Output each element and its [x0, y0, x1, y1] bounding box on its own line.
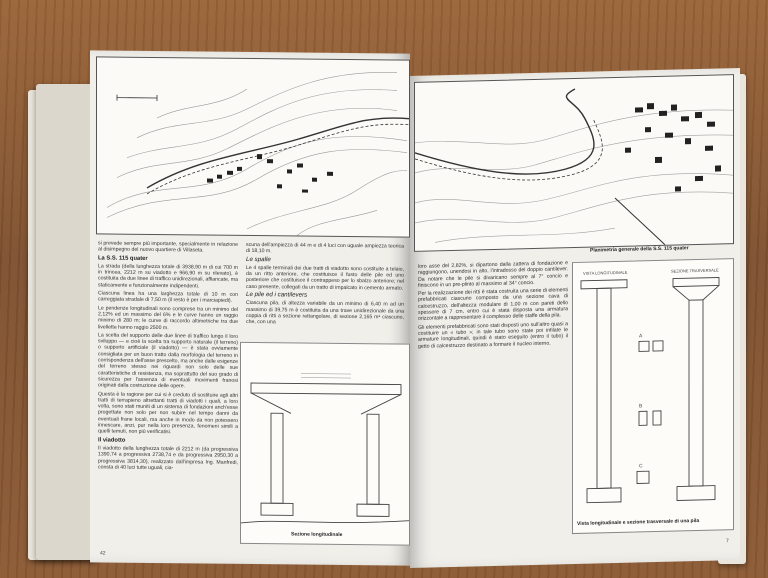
right-page: [410, 68, 740, 568]
label-longitudinal: VISTA LONGITUDINALE: [583, 269, 628, 276]
left-page-stack-inner: [36, 84, 96, 560]
section-heading-viadotto: Il viadotto: [98, 437, 126, 444]
intro-paragraph: si prevede sempre più importante, specialmente in relazione al disimpegno del nuovo quartiere di Villaseta.: [98, 240, 238, 254]
label-b: B: [639, 403, 643, 410]
left-page: [90, 50, 410, 565]
section-heading-spalle: Le spalle: [246, 255, 271, 263]
bridge-section-svg: [241, 343, 409, 545]
site-map-left: [96, 56, 410, 237]
paragraph: Il viadotto della lunghezza totale di 2212 m (da progressiva 1390,74 a progressiva 2738,74 e da progressiva 2950,30 a progressiva 3814,30), realizzato dall'impresa Ing. Manfredi, consta di 40 luci tutte uguali, cia-: [98, 445, 238, 471]
longitudinal-section-caption: Sezione longitudinale: [291, 531, 343, 538]
right-text-column-1: [418, 260, 568, 434]
page-number-right: 7: [726, 538, 729, 545]
pier-drawing: [572, 258, 734, 534]
contour-map-left: [97, 57, 409, 236]
paragraph: Ciascuna linea ha una larghezza totale di 10 m con carreggiata stradale di 7,50 m (il resto è per i marciapiedi).: [98, 290, 238, 305]
paragraph: La scelta del supporto delle due linee di traffico lungo il loro sviluppo — e cioè la scelta tra supporto naturale (il terreno) o supporto artificiale (il viadotto) — è stata ovviamente consigliata per un buon tratto dalla morfologia del terreno in corrispondenza dell'asse prescelto, ma anche dalle esigenze del terreno stesso nei riguardi non solo delle sue caratteristiche di resistenza, ma soprattutto del suo grado di sicurezza per l'assenza di eventuali movimenti franosi originati dalla costruzione delle opere.: [98, 332, 238, 390]
label-transversal: SEZIONE TRASVERSALE: [671, 267, 719, 274]
label-c: C: [639, 463, 643, 470]
longitudinal-section-drawing: [240, 342, 410, 546]
left-text-column-2: [246, 242, 404, 338]
page-number-left: 42: [100, 550, 106, 557]
left-text-column-1: [98, 240, 238, 559]
label-a: A: [639, 333, 643, 340]
paragraph: Le 4 spalle terminali dei due tratti di viadotto sono costituite a telaio, da un ritto anteriore, che costituisce il fusto delle pile ed uno posteriore che costituisce il contrappeso per lo sbalzo anteriore; nel caso presente, collegati da un tratto di impalcato in cemento armato.: [246, 264, 404, 292]
paragraph: Questa è la ragione per cui si è creduto di sostituire agli altri tratti di terrapieno altrettanti tratti di viadotti i quali, a loro volta, sono stati muniti di un sistema di fondazioni anch'esse progettate non solo per non subire nel tempo danni da eventuali frane locali, ma anche in modo da non potessero innescare, anzi, pur nella loro presenza, fenomeni simili a quelli temuti, non più verificatisi.: [98, 390, 238, 436]
pier-drawing-svg: [573, 259, 733, 533]
paragraph: Le pendenze longitudinali sono comprese tra un minimo del 2,12% ed un massimo del 6% e le curve hanno un raggio minimo di 280 m; le curve di raccordo altimetriche tra due livellette hanno raggio 2500 m.: [98, 305, 238, 331]
paragraph: Gli elementi prefabbricati sono stati disposti uno sull'altro quasi a costituire un « tubo »; in tale tubo sono state poi infilate le armature longitudinali, quindi è stato eseguito (entro il tubo) il getto di calcestruzzo destinato a formare il nucleo interno.: [418, 320, 568, 350]
paragraph: loro asse del 2,82%, si dipartono dalla zattera di fondazione e raggiungono, unendosi in alto, l'intradosso del doppio cantilever. Da notare che le pile si divaricano sempre al 7° concio e finiscono in un pre-plinto al massimo al 34° concio.: [418, 260, 568, 289]
open-book: [28, 40, 748, 570]
pier-drawing-caption: Vista longitudinale e sezione trasversale di una pila: [577, 517, 700, 527]
section-heading-ss115: La S.S. 115 quater: [98, 255, 148, 262]
contour-map-right: [415, 75, 733, 254]
site-map-right: [414, 74, 734, 252]
paragraph: La strada (della lunghezza totale di 3938,90 m di cui 700 m in trincea, 2212 m su viadotto e 966,90 m su rilevato), è costituita da due linee di traffico unidirezionali, affiancate, ma staticamente e funzionalmente indipendenti.: [98, 263, 238, 290]
section-heading-pile: Le pile ed i cantilevers: [246, 291, 308, 299]
paragraph: scuna dell'ampiezza di 44 m e di 4 luci con uguale ampiezza teorica di 18,10 m.: [246, 241, 404, 255]
paragraph: Ciascuna pila, di altezza variabile da un minimo di 6,40 m ad un massimo di 39,75 m è costituita da una trave unidirezionale da una coppia di ritti a sezione rettangolare, di sezione 2,165 m² ciascuno, che, con una: [246, 300, 404, 326]
site-map-caption: Planimetria generale della S.S. 115 quater: [590, 245, 689, 254]
paragraph: Per la realizzazione dei ritti è stata costruita una serie di elementi prefabbricati ciascuno composto da una sezione cava di calcestruzzo, dell'altezza modulare di 1,00 m con pareti dello spessore di 7 cm, entro cui è stata disposta una armatura orizzontale a rappresentare il complesso delle staffe della pila.: [418, 287, 568, 323]
